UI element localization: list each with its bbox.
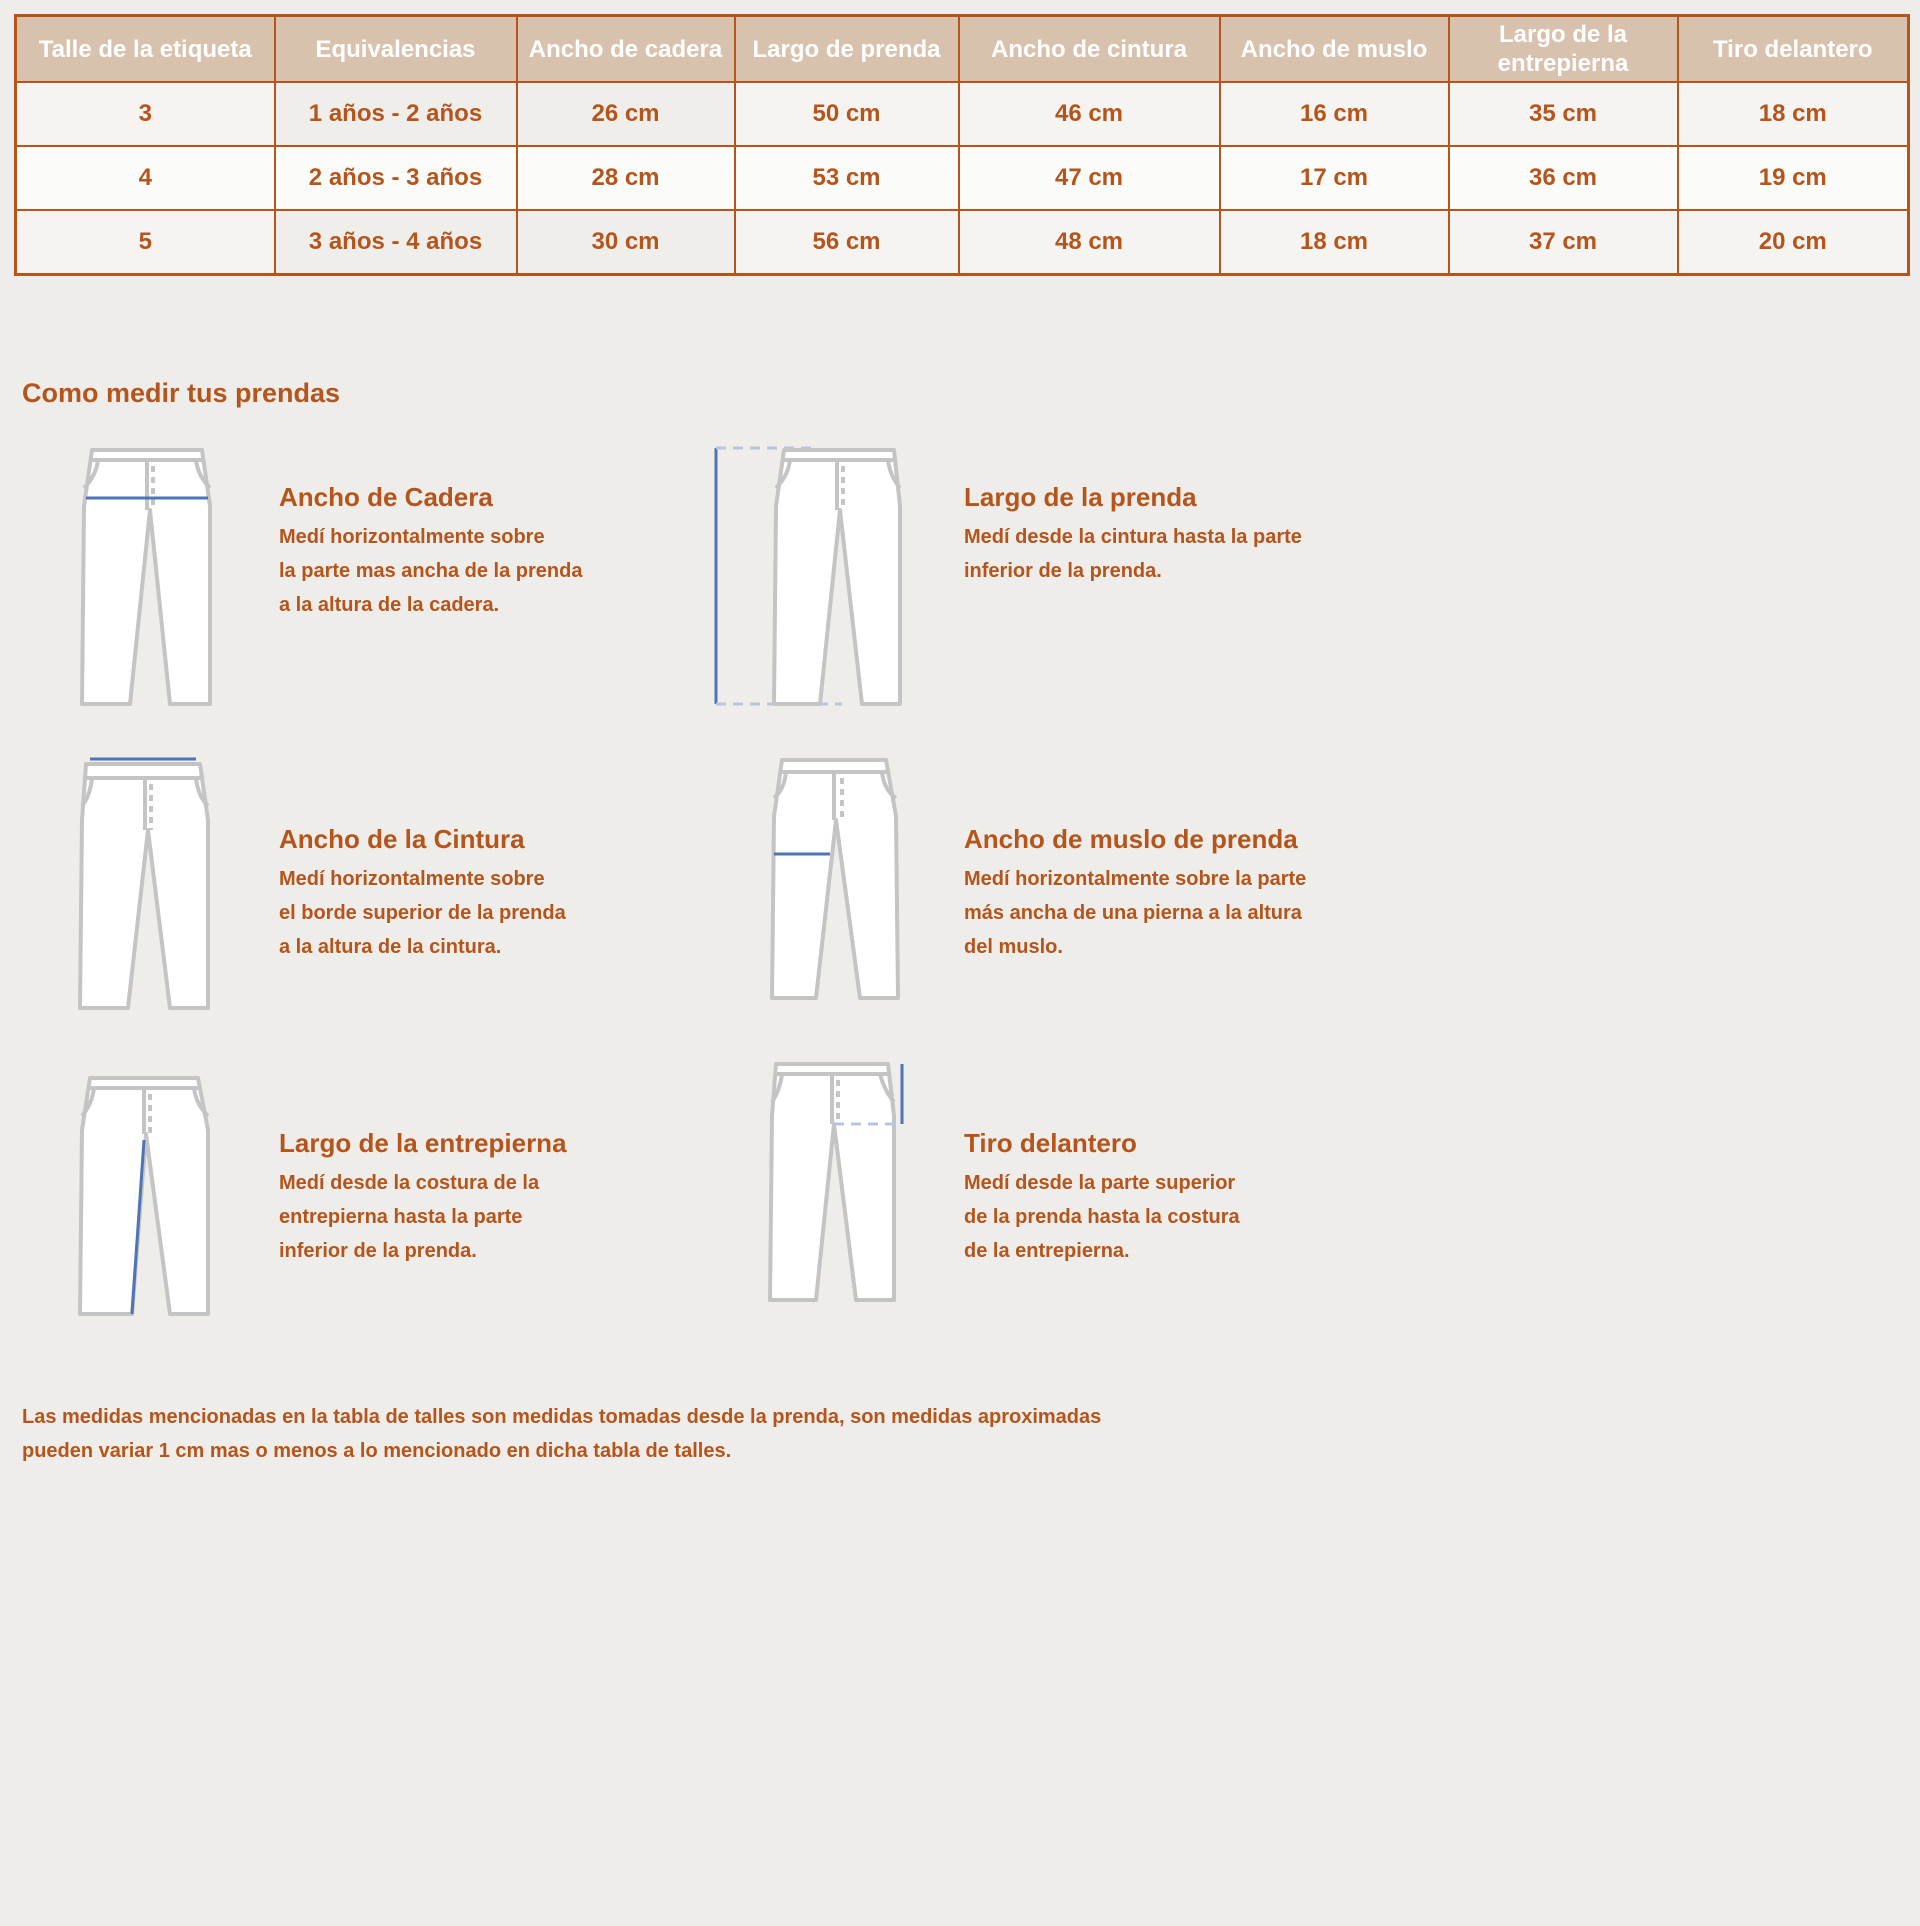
- description-line: de la entrepierna.: [964, 1240, 1130, 1262]
- item-description: [964, 1166, 1364, 1268]
- table-header-row: [16, 16, 1909, 83]
- table-cell: 16 cm: [1220, 82, 1449, 146]
- guide-text: [279, 822, 679, 964]
- header-cell: Talle de la etiqueta: [16, 16, 275, 83]
- header-cell: Equivalencias: [275, 16, 517, 83]
- table-cell: 28 cm: [517, 146, 735, 210]
- header-cell: Tiro delantero: [1678, 16, 1909, 83]
- pants-waist-width-icon: [76, 756, 216, 1012]
- size-table: [14, 14, 1910, 276]
- description-line: Medí horizontalmente sobre: [279, 868, 545, 890]
- table-cell: 53 cm: [735, 146, 959, 210]
- item-description: [279, 862, 679, 964]
- item-title: Largo de la entrepierna: [279, 1128, 567, 1158]
- description-line: inferior de la prenda.: [964, 560, 1162, 582]
- description-line: Medí horizontalmente sobre la parte: [964, 868, 1307, 890]
- table-cell: 4: [16, 146, 275, 210]
- table-row: [16, 210, 1909, 275]
- table-cell: 5: [16, 210, 275, 275]
- item-title: Largo de la prenda: [964, 482, 1197, 512]
- pants-hip-width-icon: [78, 446, 218, 708]
- description-line: del muslo.: [964, 936, 1063, 958]
- header-cell: Ancho de cadera: [517, 16, 735, 83]
- table-row: [16, 82, 1909, 146]
- table-cell: 17 cm: [1220, 146, 1449, 210]
- table-row: [16, 146, 1909, 210]
- description-line: inferior de la prenda.: [279, 1240, 477, 1262]
- table-cell: 18 cm: [1678, 82, 1909, 146]
- table-cell: 35 cm: [1449, 82, 1678, 146]
- item-title: Tiro delantero: [964, 1128, 1137, 1158]
- description-line: a la altura de la cintura.: [279, 936, 502, 958]
- guide-text: [964, 480, 1364, 588]
- disclaimer-line: Las medidas mencionadas en la tabla de talles son medidas tomadas desde la prenda, son medidas aproximadas: [22, 1406, 1102, 1428]
- table-cell: 2 años - 3 años: [275, 146, 517, 210]
- description-line: Medí desde la parte superior: [964, 1172, 1236, 1194]
- guide-text: [279, 1126, 679, 1268]
- description-line: la parte mas ancha de la prenda: [279, 560, 583, 582]
- table-cell: 30 cm: [517, 210, 735, 275]
- header-cell: Ancho de muslo: [1220, 16, 1449, 83]
- item-title: Ancho de Cadera: [279, 482, 493, 512]
- table-cell: 46 cm: [959, 82, 1220, 146]
- guide-text: [964, 1126, 1364, 1268]
- table-cell: 48 cm: [959, 210, 1220, 275]
- header-cell: Ancho de cintura: [959, 16, 1220, 83]
- disclaimer: [22, 1400, 1322, 1468]
- description-line: de la prenda hasta la costura: [964, 1206, 1240, 1228]
- item-description: [964, 862, 1364, 964]
- item-description: [279, 1166, 679, 1268]
- pants-front-rise-icon: [766, 1060, 916, 1304]
- pants-thigh-width-icon: [768, 756, 908, 1004]
- section-title: Como medir tus prendas: [22, 378, 341, 408]
- description-line: Medí horizontalmente sobre: [279, 526, 545, 548]
- table-cell: 3: [16, 82, 275, 146]
- table-cell: 3 años - 4 años: [275, 210, 517, 275]
- item-description: [279, 520, 679, 622]
- table-cell: 56 cm: [735, 210, 959, 275]
- disclaimer-line: pueden variar 1 cm mas o menos a lo mencionado en dicha tabla de talles.: [22, 1440, 732, 1462]
- item-description: [964, 520, 1364, 588]
- table-cell: 1 años - 2 años: [275, 82, 517, 146]
- table-cell: 36 cm: [1449, 146, 1678, 210]
- item-title: Ancho de muslo de prenda: [964, 824, 1298, 854]
- table-cell: 18 cm: [1220, 210, 1449, 275]
- guide-text: [964, 822, 1364, 964]
- header-cell: Largo de la entrepierna: [1449, 16, 1678, 83]
- item-title: Ancho de la Cintura: [279, 824, 525, 854]
- description-line: Medí desde la cintura hasta la parte: [964, 526, 1302, 548]
- guide-text: [279, 480, 679, 622]
- table-cell: 47 cm: [959, 146, 1220, 210]
- table-cell: 19 cm: [1678, 146, 1909, 210]
- table-cell: 20 cm: [1678, 210, 1909, 275]
- header-cell: Largo de prenda: [735, 16, 959, 83]
- description-line: más ancha de una pierna a la altura: [964, 902, 1302, 924]
- description-line: Medí desde la costura de la: [279, 1172, 540, 1194]
- table-cell: 37 cm: [1449, 210, 1678, 275]
- table-cell: 50 cm: [735, 82, 959, 146]
- description-line: entrepierna hasta la parte: [279, 1206, 523, 1228]
- description-line: el borde superior de la prenda: [279, 902, 566, 924]
- pants-inseam-icon: [76, 1074, 216, 1318]
- table-cell: 26 cm: [517, 82, 735, 146]
- pants-length-icon: [712, 446, 902, 708]
- description-line: a la altura de la cadera.: [279, 594, 500, 616]
